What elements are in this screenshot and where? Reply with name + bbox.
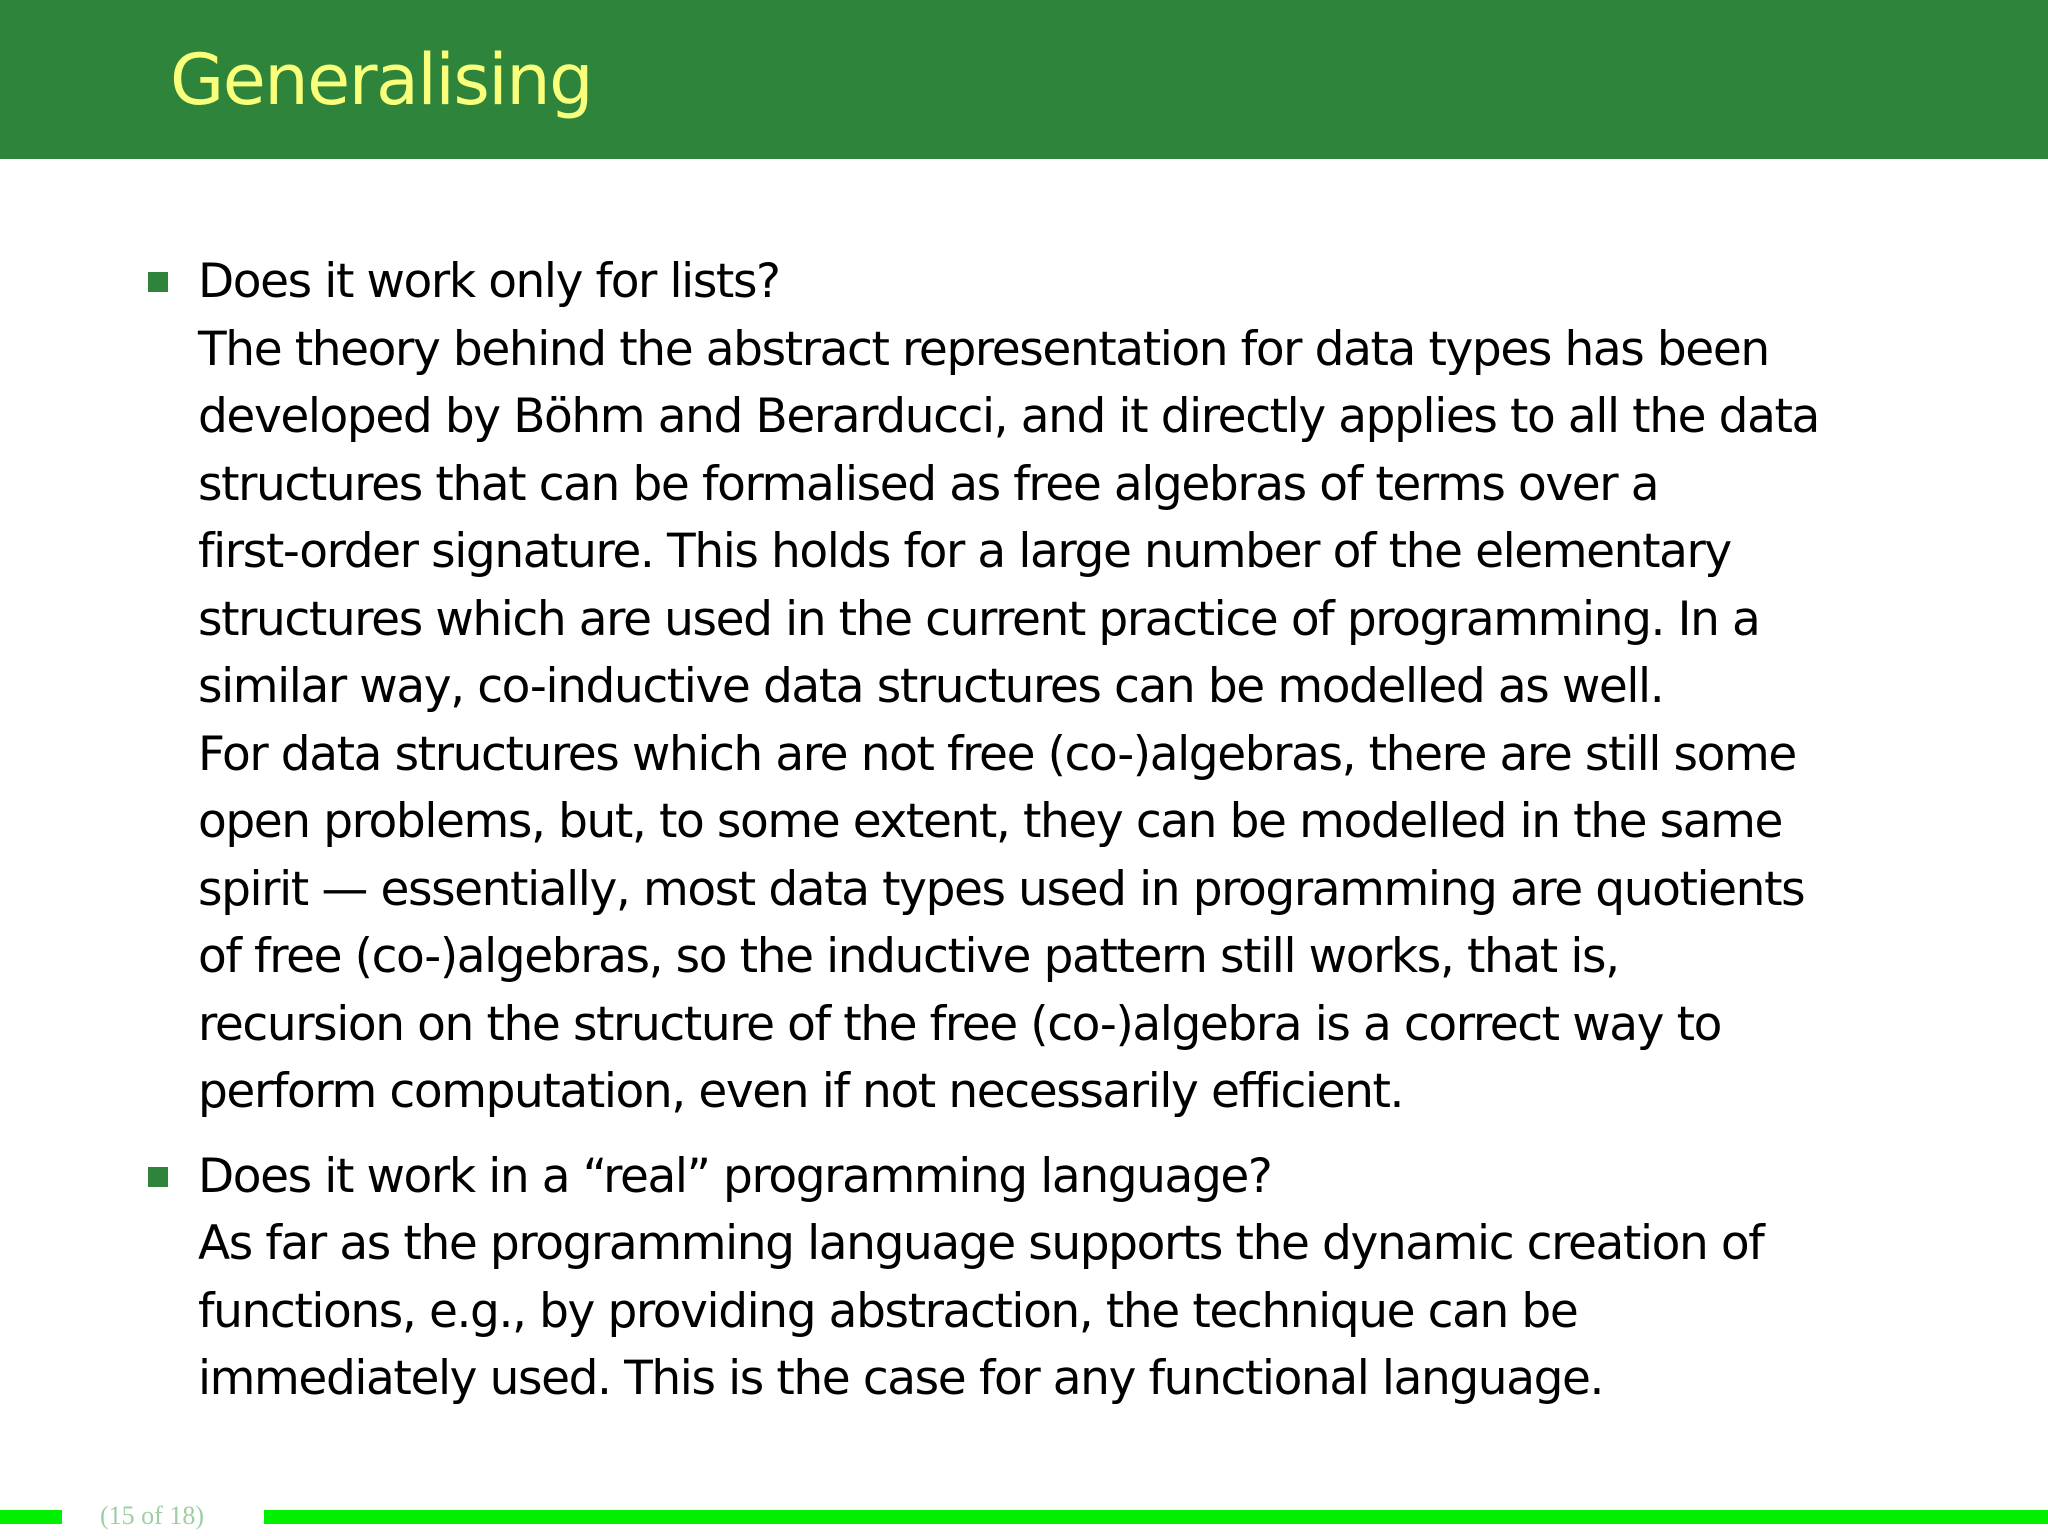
bullet-text-line: of free (co-)algebras, so the inductive pattern still works, that is, (198, 929, 1619, 984)
bullet-item-real-language (146, 1143, 1946, 1413)
slide-title: Generalising (170, 39, 593, 121)
bullet-text-line: structures that can be formalised as free algebras of terms over a (198, 456, 1659, 512)
bullet-text-line: immediately used. This is the case for any functional language. (198, 1351, 1604, 1406)
bullet-text-line: For data structures which are not free (co-)algebras, there are still some (198, 726, 1796, 782)
bullet-item-lists (146, 248, 1946, 1126)
bullet-text-line: open problems, but, to some extent, they can be modelled in the same (198, 794, 1783, 849)
bullet-text-line: The theory behind the abstract representation for data types has been (198, 321, 1769, 377)
bullet-text-line: spirit — essentially, most data types used in programming are quotients (198, 861, 1805, 917)
footer-bar-right (264, 1510, 2048, 1524)
slide-content (146, 248, 1946, 1430)
bullet-text-line: similar way, co-inductive data structures can be modelled as well. (198, 659, 1664, 714)
bullet-question: Does it work in a “real” programming language? (198, 1148, 1272, 1204)
footer (0, 1501, 2048, 1530)
page-number: (15 of 18) (100, 1501, 204, 1530)
bullet-question: Does it work only for lists? (198, 254, 780, 309)
bullet-text-line: recursion on the structure of the free (co-)algebra is a correct way to (198, 996, 1722, 1052)
footer-bar-left (0, 1510, 62, 1524)
bullet-square-icon (148, 1167, 168, 1187)
title-bar (0, 0, 2048, 159)
bullet-text-line: developed by Böhm and Berarducci, and it directly applies to all the data (198, 389, 1819, 444)
bullet-text-line: perform computation, even if not necessarily efficient. (198, 1064, 1404, 1119)
bullet-text-line: As far as the programming language supports the dynamic creation of (198, 1216, 1764, 1271)
bullet-text-line: functions, e.g., by providing abstraction, the technique can be (198, 1283, 1578, 1339)
bullet-text-line: first-order signature. This holds for a large number of the elementary (198, 524, 1731, 579)
bullet-square-icon (148, 272, 168, 292)
bullet-text-line: structures which are used in the current practice of programming. In a (198, 591, 1760, 647)
